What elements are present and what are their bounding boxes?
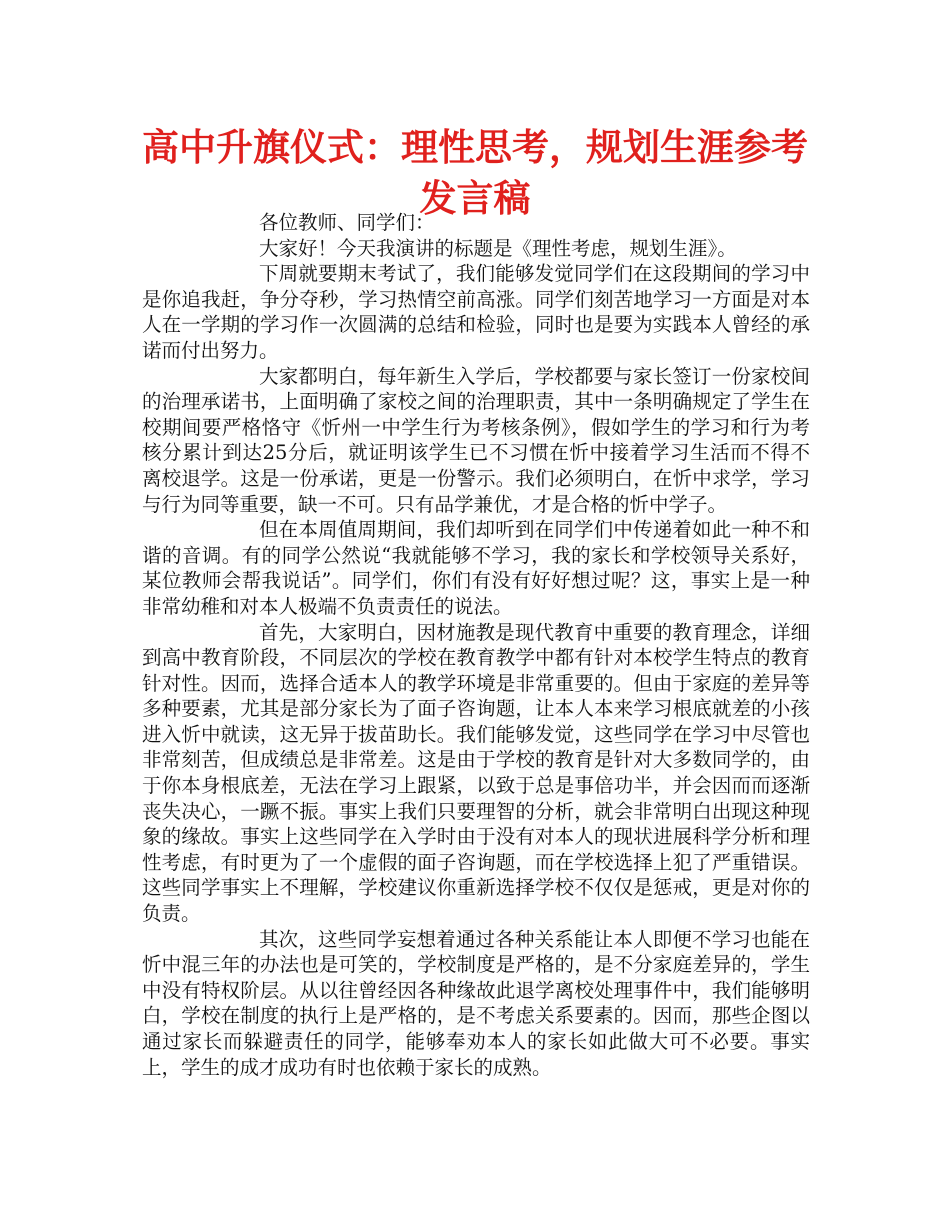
- greeting-paragraph: 大家好！今天我演讲的标题是《理性考虑，规划生涯》。: [259, 236, 737, 260]
- document-title: 高中升旗仪式：理性思考，规划生涯参考发言稿: [142, 126, 808, 220]
- body-paragraph: 但在本周值周期间，我们却听到在同学们中传递着如此一种不和谐的音调。有的同学公然说“我就能够不学习，我的家长和学校领导关系好，某位教师会帮我说话”。同学们，你们有没有好好想过呢？这，事实上是一种非常幼稚和对本人极端不负责责任的说法。: [142, 518, 810, 618]
- document-body: [142, 210, 810, 1080]
- body-paragraph: 大家都明白，每年新生入学后，学校都要与家长签订一份家校间的治理承诺书，上面明确了家校之间的治理职责，其中一条明确规定了学生在校期间要严格恪守《忻州一中学生行为考核条例》，假如学生的学习和行为考核分累计到达25分后，就证明该学生已不习惯在忻中接着学习生活而不得不离校退学。这是一份承诺，更是一份警示。我们必须明白，在忻中求学，学习与行为同等重要，缺一不可。只有品学兼优，才是合格的忻中学子。: [142, 364, 810, 516]
- body-paragraph: 首先，大家明白，因材施教是现代教育中重要的教育理念，详细到高中教育阶段，不同层次的学校在教育教学中都有针对本校学生特点的教育针对性。因而，选择合适本人的教学环境是非常重要的。但由于家庭的差异等多种要素，尤其是部分家长为了面子咨询题，让本人本来学习根底就差的小孩进入忻中就读，这无异于拔苗助长。我们能够发觉，这些同学在学习中尽管也非常刻苦，但成绩总是非常差。这是由于学校的教育是针对大多数同学的，由于你本身根底差，无法在学习上跟紧，以致于总是事倍功半，并会因而而逐渐丧失决心，一蹶不振。事实上我们只要理智的分析，就会非常明白出现这种现象的缘故。事实上这些同学在入学时由于没有对本人的现状进展科学分析和理性考虑，有时更为了一个虚假的面子咨询题，而在学校选择上犯了严重错误。这些同学事实上不理解，学校建议你重新选择学校不仅仅是惩戒，更是对你的负责。: [142, 620, 810, 926]
- body-paragraph: 下周就要期末考试了，我们能够发觉同学们在这段期间的学习中是你追我赶，争分夺秒，学习热情空前高涨。同学们刻苦地学习一方面是对本人在一学期的学习作一次圆满的总结和检验，同时也是要为实践本人曾经的承诺而付出努力。: [142, 262, 810, 362]
- body-paragraph: 其次，这些同学妄想着通过各种关系能让本人即便不学习也能在忻中混三年的办法也是可笑的，学校制度是严格的，是不分家庭差异的，学生中没有特权阶层。从以往曾经因各种缘故此退学离校处理事件中，我们能够明白，学校在制度的执行上是严格的，是不考虑关系要素的。因而，那些企图以通过家长而躲避责任的同学，能够奉劝本人的家长如此做大可不必要。事实上，学生的成才成功有时也依赖于家长的成熟。: [142, 927, 810, 1079]
- salutation-paragraph: 各位教师、同学们：: [259, 211, 435, 234]
